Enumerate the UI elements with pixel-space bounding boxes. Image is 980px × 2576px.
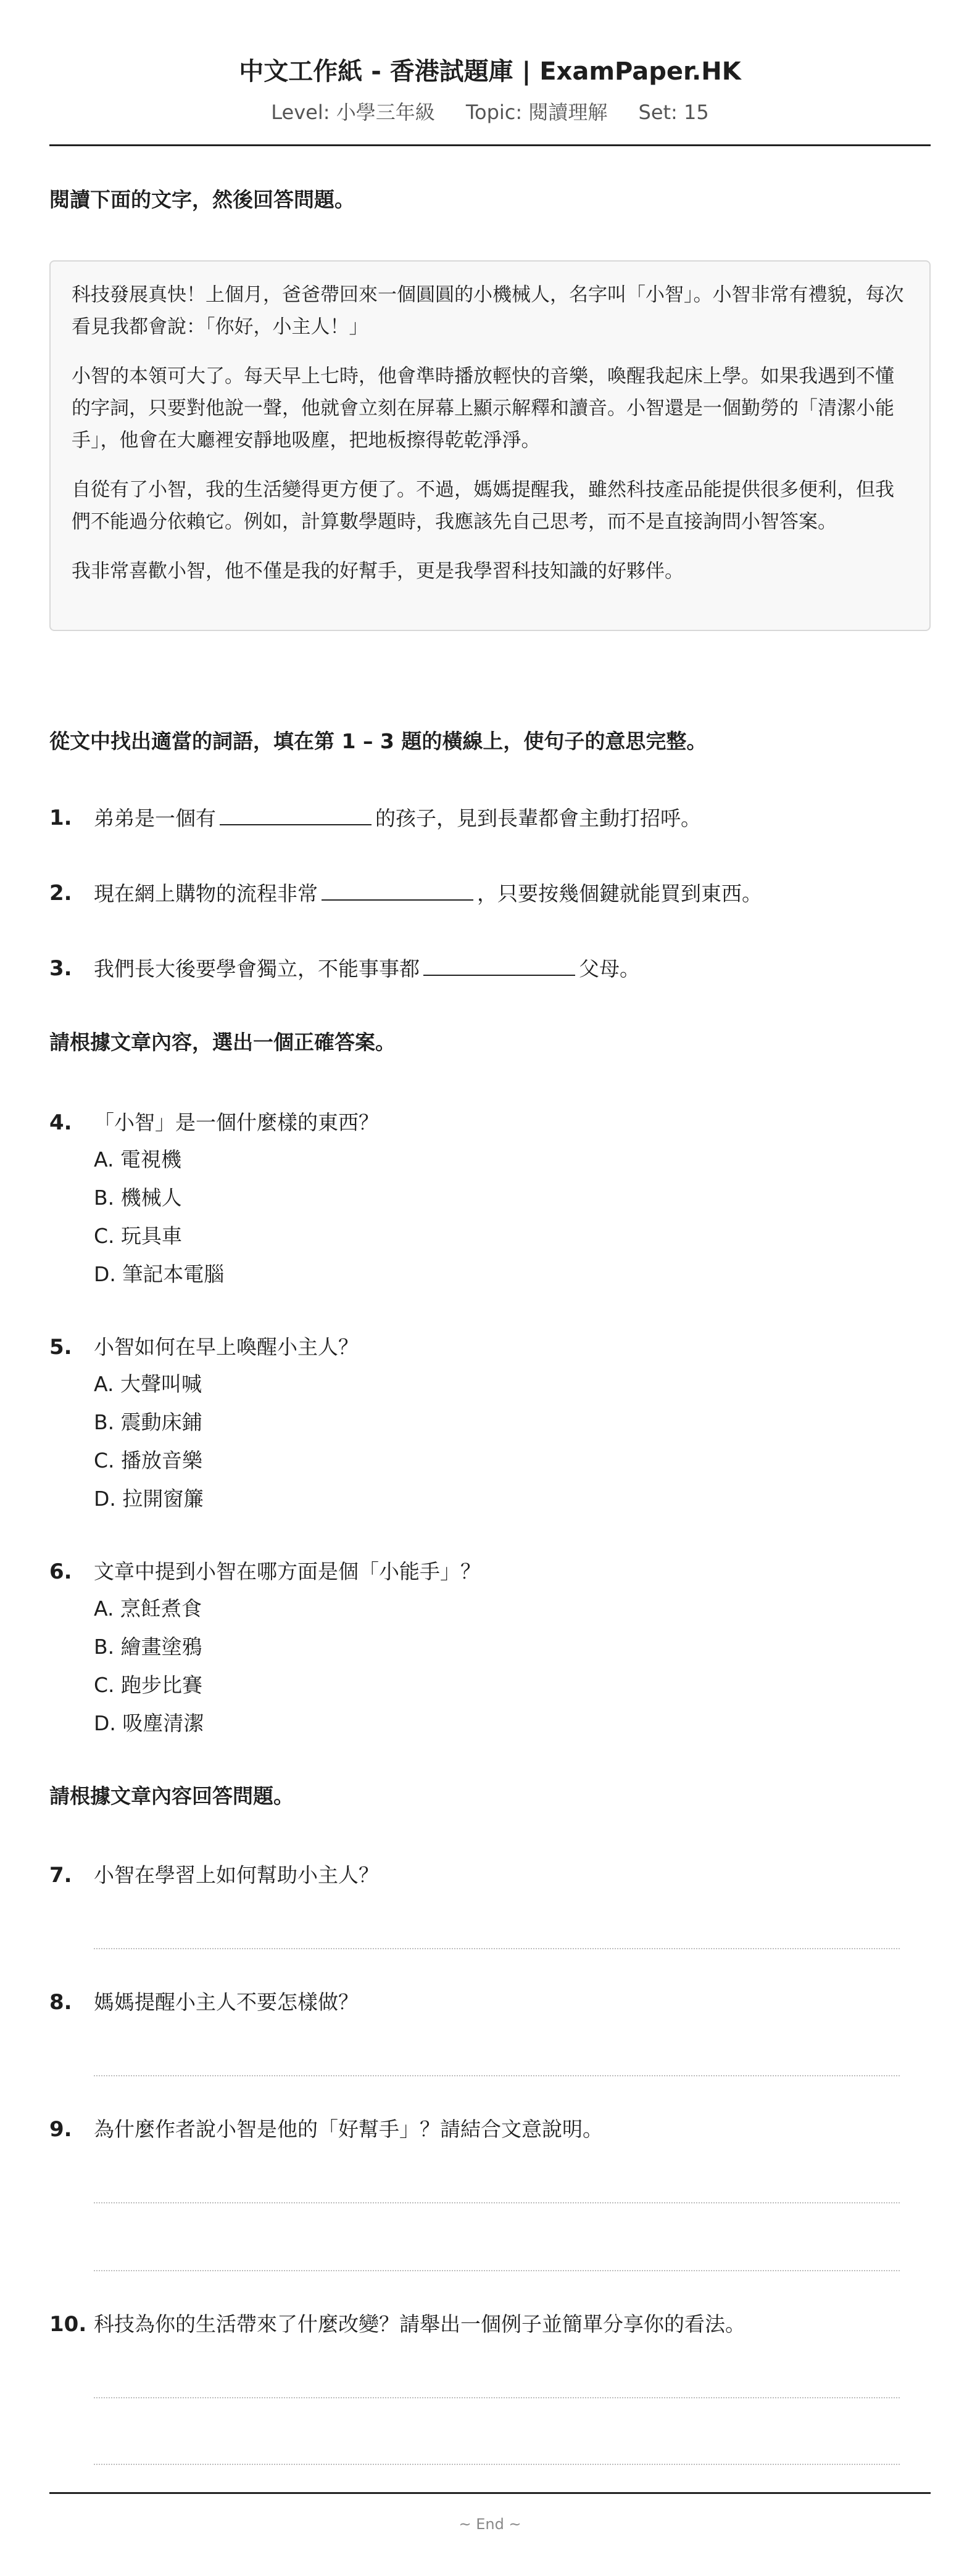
question-text-before: 弟弟是一個有 (94, 806, 216, 830)
question-text: 為什麼作者說小智是他的「好幫手」？請結合文意說明。 (94, 2117, 603, 2141)
answer-line[interactable] (94, 1948, 900, 1949)
topic-label: Topic: 閱讀理解 (465, 101, 608, 124)
question-number: 6. (49, 1559, 72, 1584)
question-number: 10. (49, 2312, 87, 2337)
option-d[interactable]: D. 吸塵清潔 (94, 1711, 204, 1735)
reading-passage (49, 260, 931, 631)
passage-paragraph: 科技發展真快！上個月，爸爸帶回來一個圓圓的小機械人，名字叫「小智」。小智非常有禮貌，每次看見我都會說：「你好，小主人！」 (72, 284, 904, 338)
question-text: 小智如何在早上喚醒小主人？ (94, 1335, 359, 1359)
question-number: 2. (49, 881, 72, 906)
question-number: 8. (49, 1990, 72, 2015)
passage-paragraph: 自從有了小智，我的生活變得更方便了。不過，媽媽提醒我，雖然科技產品能提供很多便利，但我們不能過分依賴它。例如，計算數學題時，我應該先自己思考，而不是直接詢問小智答案。 (72, 479, 894, 533)
footer-divider (49, 2492, 931, 2494)
option-d[interactable]: D. 筆記本電腦 (94, 1262, 225, 1286)
question-text: 「小智」是一個什麼樣的東西？ (94, 1110, 379, 1134)
option-a[interactable]: A. 烹飪煮食 (94, 1596, 202, 1620)
fill-blank[interactable] (220, 803, 372, 825)
option-a[interactable]: A. 電視機 (94, 1147, 181, 1171)
fill-blank[interactable] (322, 878, 473, 901)
question-text-after: 父母。 (579, 957, 640, 981)
worksheet-meta (49, 99, 931, 126)
question-number: 3. (49, 956, 72, 981)
question-text-after: 的孩子，見到長輩都會主動打招呼。 (375, 806, 701, 830)
question-number: 1. (49, 806, 72, 830)
question-number: 9. (49, 2117, 72, 2142)
question-text (94, 954, 640, 984)
option-a[interactable]: A. 大聲叫喊 (94, 1372, 202, 1396)
question-text: 媽媽提醒小主人不要怎樣做？ (94, 1990, 359, 2014)
question-text-after: ，只要按幾個鍵就能買到東西。 (477, 881, 762, 906)
question-text-before: 我們長大後要學會獨立，不能事事都 (94, 957, 420, 981)
worksheet-header (49, 0, 931, 146)
question-text: 小智在學習上如何幫助小主人？ (94, 1863, 379, 1887)
option-d[interactable]: D. 拉開窗簾 (94, 1487, 204, 1511)
option-b[interactable]: B. 震動床鋪 (94, 1410, 202, 1434)
passage-paragraph: 我非常喜歡小智，他不僅是我的好幫手，更是我學習科技知識的好夥伴。 (72, 560, 684, 582)
option-b[interactable]: B. 繪畫塗鴉 (94, 1635, 202, 1659)
header-divider (49, 144, 931, 146)
question-text (94, 878, 762, 909)
question-text: 科技為你的生活帶來了什麼改變？請舉出一個例子並簡單分享你的看法。 (94, 2312, 745, 2336)
section1-heading: 從文中找出適當的詞語，填在第 1 – 3 題的橫線上，使句子的意思完整。 (49, 729, 707, 753)
option-c[interactable]: C. 播放音樂 (94, 1448, 203, 1472)
option-b[interactable]: B. 機械人 (94, 1186, 182, 1210)
worksheet-page (49, 0, 931, 2533)
section3-heading: 請根據文章內容回答問題。 (49, 1784, 294, 1808)
question-number: 7. (49, 1863, 72, 1888)
footer-end: ~ End ~ (459, 2516, 521, 2533)
answer-line[interactable] (94, 2270, 900, 2271)
question-text: 文章中提到小智在哪方面是個「小能手」？ (94, 1559, 481, 1583)
reading-instruction: 閱讀下面的文字，然後回答問題。 (49, 188, 355, 212)
worksheet-title: 中文工作紙 - 香港試題庫 | ExamPaper.HK (239, 57, 741, 86)
question-number: 4. (49, 1110, 72, 1135)
fill-blank[interactable] (423, 954, 575, 976)
answer-line[interactable] (94, 2202, 900, 2203)
set-label: Set: 15 (638, 101, 709, 124)
level-label: Level: 小學三年級 (271, 101, 435, 124)
question-text (94, 803, 701, 833)
option-c[interactable]: C. 跑步比賽 (94, 1673, 203, 1697)
answer-line[interactable] (94, 2464, 900, 2465)
question-text-before: 現在網上購物的流程非常 (94, 881, 318, 906)
answer-line[interactable] (94, 2397, 900, 2398)
answer-line[interactable] (94, 2075, 900, 2076)
passage-paragraph: 小智的本領可大了。每天早上七時，他會準時播放輕快的音樂，喚醒我起床上學。如果我遇到不懂的字詞，只要對他說一聲，他就會立刻在屏幕上顯示解釋和讀音。小智還是一個勤勞的「清潔小能手」，他會在大廳裡安靜地吸塵，把地板擦得乾乾淨淨。 (72, 365, 894, 452)
question-number: 5. (49, 1335, 72, 1360)
option-c[interactable]: C. 玩具車 (94, 1224, 183, 1248)
section2-heading: 請根據文章內容，選出一個正確答案。 (49, 1030, 396, 1054)
